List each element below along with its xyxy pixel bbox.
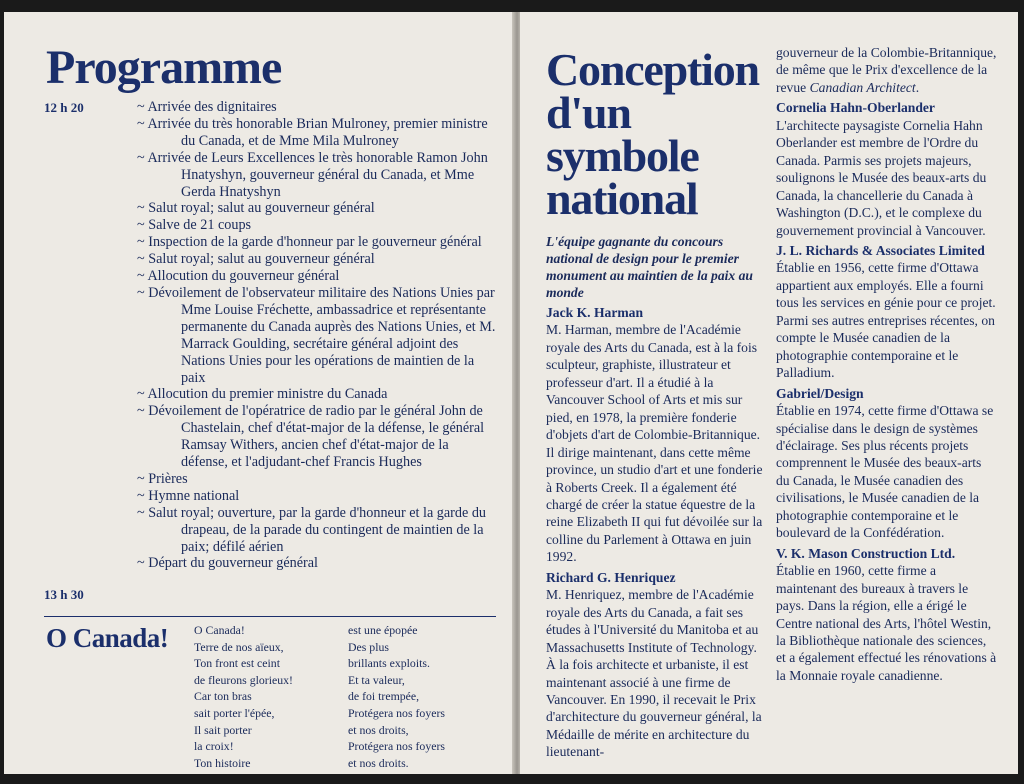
anthem-line: O Canada! [194, 623, 245, 637]
anthem-line: brillants exploits. [348, 656, 430, 671]
programme-item: ~ Salve de 21 coups [137, 217, 252, 234]
magazine-name: Canadian Architect [809, 79, 916, 95]
concept-subtitle: L'équipe gagnante du concours national de design pour le premier monument au maintien de la paix au monde [546, 234, 753, 300]
designer-bio: Établie en 1960, cette firme a maintenant des bureaux à travers le pays. Dans la région, elle a érigé le Centre national des Arts, l'hôtel Westin, la Bibliothèque nationale des sciences, et a également effectué les rénovations à la Monnaie royale canadienne. [776, 563, 997, 683]
programme-title: Programme [46, 41, 282, 94]
continued-bio-text: gouverneur de la Colombie-Britannique, de même que le Prix d'excellence de la revue [776, 45, 997, 95]
programme-item: ~ Arrivée des dignitaires [137, 99, 277, 115]
anthem-title: O Canada! [46, 623, 169, 653]
anthem-verse-col2 [348, 622, 445, 771]
concept-title-line: Conception [546, 44, 759, 95]
programme-item: ~ Salut royal; ouverture, par la garde d'honneur et la garde du drapeau, de la parade du contingent de maintien de la paix; défilé aérien [137, 504, 487, 555]
anthem-line: est une épopée [348, 623, 418, 637]
designers-column-mid [546, 304, 770, 761]
anthem-line: Protégera nos foyers [348, 705, 445, 720]
anthem-line: Car ton bras [194, 689, 252, 704]
programme-item: ~ Allocution du premier ministre du Canada [137, 386, 388, 403]
designers-column-right [776, 44, 998, 684]
programme-item-final: ~ Départ du gouverneur général [137, 555, 319, 572]
programme-item: ~ Salut royal; salut au gouverneur général [137, 200, 375, 217]
programme-item: ~ Salut royal; salut au gouverneur général [137, 251, 375, 268]
anthem-line: Ton front est ceint [194, 656, 280, 671]
anthem-line: et nos droits. [348, 755, 409, 770]
concept-title [546, 44, 759, 224]
programme-item: ~ Dévoilement de l'observateur militaire des Nations Unies par Mme Louise Fréchette, ambassadrice et représentante permanente du Canada auprès des Nations Unies, et M. Marrack Goulding, secrétaire général adjoint des Nations Unies pour les opérations de maintien de la paix [137, 284, 496, 386]
anthem-line: Protégera nos foyers [348, 739, 445, 754]
designer-name: Cornelia Hahn-Oberlander [776, 100, 935, 116]
programme-item: ~ Arrivée du très honorable Brian Mulroney, premier ministre du Canada, et de Mme Mila Mulroney [137, 115, 488, 149]
anthem-line: de foi trempée, [348, 689, 420, 704]
end-time: 13 h 30 [44, 587, 84, 602]
programme-item: ~ Prières [137, 470, 188, 487]
anthem-line: de fleurons glorieux! [194, 672, 293, 687]
anthem-line: Ton histoire [194, 755, 251, 770]
programme-item: ~ Allocution du gouverneur général [137, 268, 340, 285]
section-divider [44, 616, 496, 617]
anthem-line: et nos droits, [348, 722, 409, 737]
designer-bio: M. Harman, membre de l'Académie royale des Arts du Canada, est à la fois sculpteur, graphiste, illustrateur et professeur d'art. Il a étudié à la Vancouver School of Arts et mis sur pied, en 1978, la première fonderie d'objets d'art de Colombie-Britannique. Il dirige maintenant, dans cette même province, un studio d'art et une fonderie à Roberts Creek. Il a également été chargé de créer la statue équestre de la reine Elizabeth II qui fut dévoilée sur la colline du Parlement à Ottawa en juin 1992. [546, 322, 763, 565]
anthem-line: sait porter l'épée, [194, 705, 275, 720]
designer-bio: Établie en 1956, cette firme d'Ottawa appartient aux employés. Elle a fourni tous les services en génie pour ce projet. Parmi ses autres entreprises récentes, on compte le Musée canadien de la photographie contemporaine et le Palladium. [776, 260, 996, 381]
designer-bio: Établie en 1974, cette firme d'Ottawa se spécialise dans le design de systèmes d'éclairage. Ses plus récents projets comprennent le Musée des beaux-arts du Canada, le Musée canadien des civilisations, le Musée canadien de la photographie contemporaine et le boulevard de la Confédération. [776, 403, 994, 541]
concept-title-line: d'un [546, 87, 631, 138]
designer-name: Richard G. Henriquez [546, 569, 676, 585]
programme-item: ~ Arrivée de Leurs Excellences le très honorable Ramon John Hnatyshyn, gouverneur général du Canada, et Mme Gerda Hnatyshyn [137, 149, 488, 200]
anthem-line: Il sait porter [194, 722, 252, 737]
designer-name: Gabriel/Design [776, 385, 864, 401]
start-time: 12 h 20 [44, 100, 84, 115]
anthem-line: Et ta valeur, [348, 672, 405, 687]
programme-item: ~ Hymne national [137, 487, 240, 504]
continued-bio: gouverneur de la Colombie-Britannique, de même que le Prix d'excellence de la revue Canadian Architect. [776, 45, 997, 95]
anthem-line: Terre de nos aïeux, [194, 639, 284, 654]
programme-item: ~ Dévoilement de l'opératrice de radio par le général John de Chastelain, chef d'état-major de la défense, le général Ramsay Withers, ancien chef d'état-major de la défense, et l'adjudant-chef Francis Hughes [137, 403, 485, 471]
programme-item: ~ Inspection de la garde d'honneur par le gouverneur général [137, 234, 482, 251]
concept-title-line: symbole [546, 130, 699, 181]
anthem-verse-col1 [194, 622, 293, 771]
designer-bio: L'architecte paysagiste Cornelia Hahn Oberlander est membre de l'Ordre du Canada. Parmis ses projets majeurs, soulignons le Musée des beaux-arts du Canada, la chancellerie du Canada à Washington (D.C.), et le complexe du gouvernement provincial à Vancouver. [776, 117, 987, 238]
designer-name: V. K. Mason Construction Ltd. [776, 545, 956, 561]
designer-name: J. L. Richards & Associates Limited [776, 242, 985, 258]
designer-bio: M. Henriquez, membre de l'Académie royale des Arts du Canada, a fait ses études à l'Université du Manitoba et au Massachusetts Institute of Technology. À la fois architecte et urbaniste, il est maintenant associé à une firme de Vancouver. En 1990, il recevait le Prix d'architecture du gouverneur général, la Médaille de mérite en architecture du lieutenant- [546, 587, 762, 760]
concept-title-line: national [546, 173, 698, 224]
programme-list [137, 99, 497, 572]
designer-name: Jack K. Harman [546, 305, 644, 320]
anthem-line: Des plus [348, 639, 389, 654]
anthem-line: la croix! [194, 739, 234, 754]
